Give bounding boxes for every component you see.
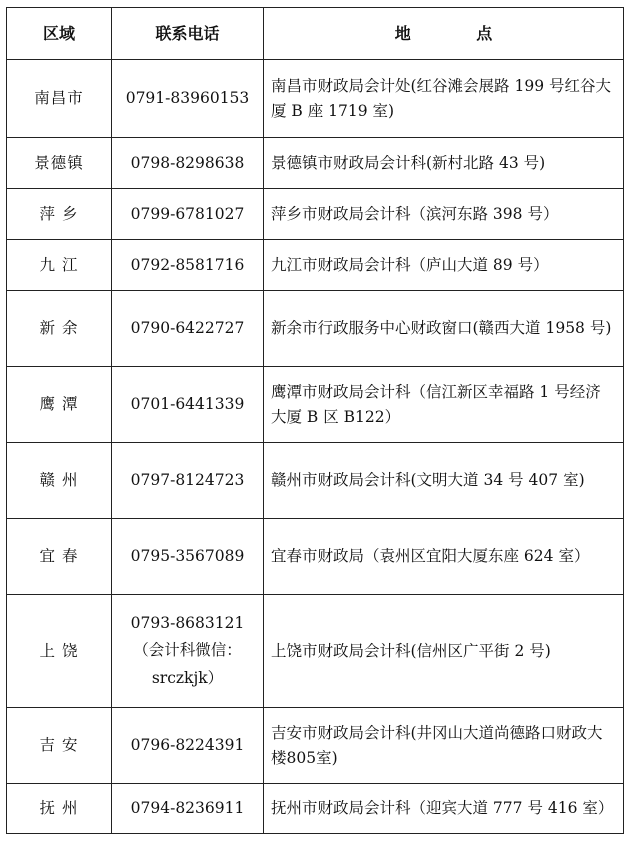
header-region: 区域 (7, 8, 112, 60)
region-cell: 景德镇 (7, 138, 112, 189)
table-row (7, 708, 624, 784)
region-cell: 吉 安 (7, 708, 112, 784)
phone-cell: 0791-83960153 (112, 60, 264, 138)
table-row (7, 367, 624, 443)
table-row (7, 240, 624, 291)
table-row (7, 784, 624, 834)
phone-cell: 0792-8581716 (112, 240, 264, 291)
table-header-row (7, 8, 624, 60)
address-cell: 赣州市财政局会计科(文明大道 34 号 407 室) (264, 443, 624, 519)
phone-cell: 0790-6422727 (112, 291, 264, 367)
table-row (7, 138, 624, 189)
address-cell: 上饶市财政局会计科(信州区广平街 2 号) (264, 595, 624, 708)
address-cell: 宜春市财政局（袁州区宜阳大厦东座 624 室） (264, 519, 624, 595)
table-row (7, 519, 624, 595)
address-cell: 萍乡市财政局会计科（滨河东路 398 号） (264, 189, 624, 240)
region-cell: 九 江 (7, 240, 112, 291)
phone-cell: 0799-6781027 (112, 189, 264, 240)
contact-table (6, 7, 624, 834)
region-cell: 南昌市 (7, 60, 112, 138)
region-cell: 宜 春 (7, 519, 112, 595)
address-cell: 九江市财政局会计科（庐山大道 89 号） (264, 240, 624, 291)
address-cell: 新余市行政服务中心财政窗口(赣西大道 1958 号) (264, 291, 624, 367)
address-cell: 抚州市财政局会计科（迎宾大道 777 号 416 室） (264, 784, 624, 834)
table-row (7, 443, 624, 519)
phone-cell: 0795-3567089 (112, 519, 264, 595)
region-cell: 赣 州 (7, 443, 112, 519)
region-cell: 抚 州 (7, 784, 112, 834)
address-cell: 景德镇市财政局会计科(新村北路 43 号) (264, 138, 624, 189)
phone-cell: 0798-8298638 (112, 138, 264, 189)
table-row (7, 595, 624, 708)
region-cell: 鹰 潭 (7, 367, 112, 443)
phone-number: 0793-8683121 (130, 613, 245, 632)
address-cell: 吉安市财政局会计科(井冈山大道尚德路口财政大楼805室) (264, 708, 624, 784)
phone-cell: 0701-6441339 (112, 367, 264, 443)
address-cell: 鹰潭市财政局会计科（信江新区幸福路 1 号经济大厦 B 区 B122） (264, 367, 624, 443)
table-row (7, 291, 624, 367)
region-cell: 上 饶 (7, 595, 112, 708)
phone-cell: 0797-8124723 (112, 443, 264, 519)
header-address: 地 点 (264, 8, 624, 60)
phone-cell: 0794-8236911 (112, 784, 264, 834)
header-phone: 联系电话 (112, 8, 264, 60)
region-cell: 新 余 (7, 291, 112, 367)
table-row (7, 189, 624, 240)
address-cell: 南昌市财政局会计处(红谷滩会展路 199 号红谷大厦 B 座 1719 室) (264, 60, 624, 138)
phone-cell: 0796-8224391 (112, 708, 264, 784)
region-cell: 萍 乡 (7, 189, 112, 240)
table-row (7, 60, 624, 138)
phone-note: （会计科微信：srczkjk） (133, 640, 242, 687)
phone-cell (112, 595, 264, 708)
